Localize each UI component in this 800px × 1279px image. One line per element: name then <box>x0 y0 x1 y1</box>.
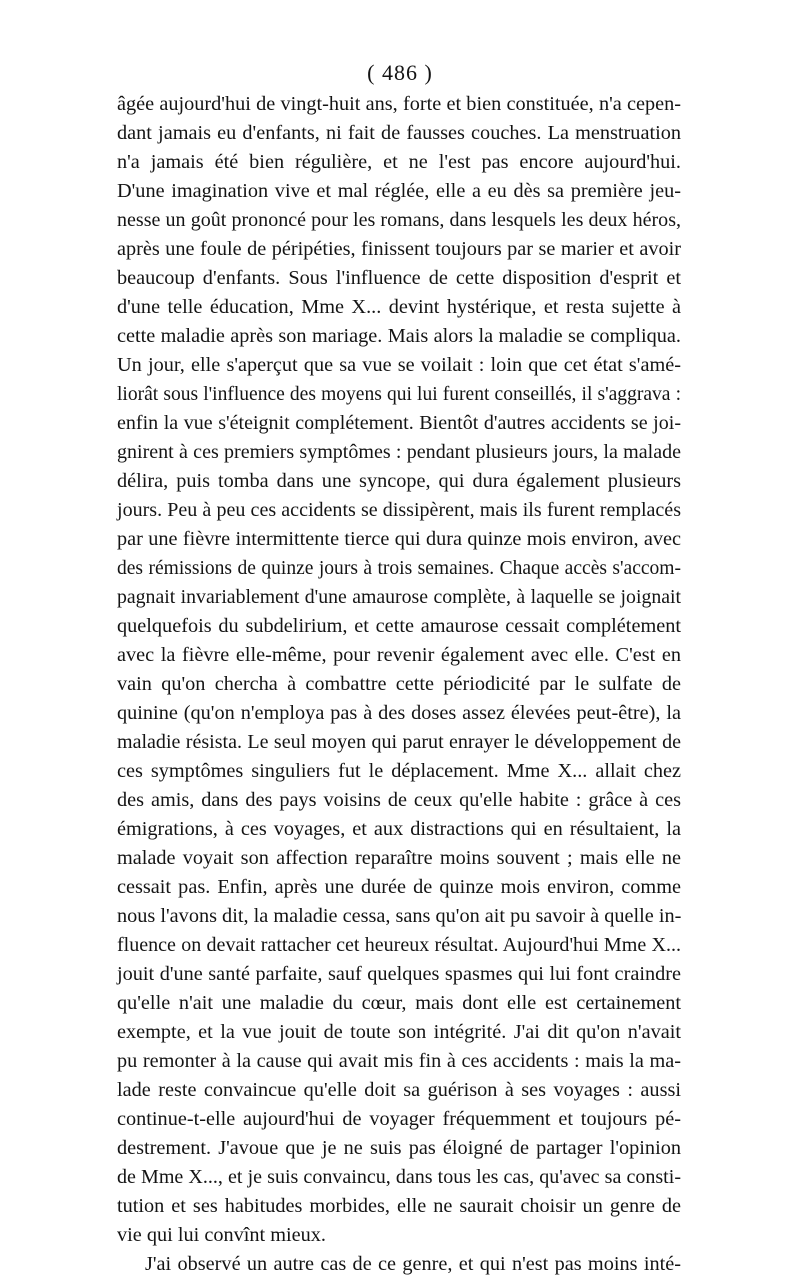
text-line: tution et ses habitudes morbides, elle ne saurait choisir un genre de <box>117 1195 681 1217</box>
text-line: délira, puis tomba dans une syncope, qui dura également plusieurs <box>117 470 681 492</box>
text-line: pagnait invariablement d'une amaurose complète, à laquelle se joignait <box>117 586 681 608</box>
text-line: maladie résista. Le seul moyen qui parut enrayer le développement de <box>117 731 681 753</box>
text-line: enfin la vue s'éteignit complétement. Bientôt d'autres accidents se joi- <box>117 412 681 434</box>
text-line: cessait pas. Enfin, après une durée de quinze mois environ, comme <box>117 876 681 898</box>
text-line: fluence on devait rattacher cet heureux résultat. Aujourd'hui Mme X... <box>117 934 681 956</box>
text-line: d'une telle éducation, Mme X... devint hystérique, et resta sujette à <box>117 296 681 318</box>
text-line: des rémissions de quinze jours à trois semaines. Chaque accès s'accom- <box>117 558 681 579</box>
text-line: jouit d'une santé parfaite, sauf quelques spasmes qui lui font craindre <box>117 963 681 985</box>
text-line: cette maladie après son mariage. Mais alors la maladie se compliqua. <box>117 325 681 347</box>
text-line: dant jamais eu d'enfants, ni fait de fausses couches. La menstruation <box>117 122 681 144</box>
text-line: vain qu'on chercha à combattre cette périodicité par le sulfate de <box>117 673 681 695</box>
body-text <box>117 90 681 1279</box>
text-line: destrement. J'avoue que je ne suis pas éloigné de partager l'opinion <box>117 1137 681 1159</box>
text-line: pu remonter à la cause qui avait mis fin à ces accidents : mais la ma- <box>117 1050 681 1072</box>
text-line: n'a jamais été bien régulière, et ne l'est pas encore aujourd'hui. <box>117 151 681 173</box>
text-line: après une foule de péripéties, finissent toujours par se marier et avoir <box>117 238 681 260</box>
text-line: Un jour, elle s'aperçut que sa vue se voilait : loin que cet état s'amé- <box>117 354 681 376</box>
text-line: beaucoup d'enfants. Sous l'influence de cette disposition d'esprit et <box>117 267 681 289</box>
text-line: liorât sous l'influence des moyens qui lui furent conseillés, il s'aggrava : <box>117 384 681 405</box>
text-line: ces symptômes singuliers fut le déplacement. Mme X... allait chez <box>117 760 681 782</box>
text-line: qu'elle n'ait une maladie du cœur, mais dont elle est certainement <box>117 992 681 1014</box>
text-line: émigrations, à ces voyages, et aux distractions qui en résultaient, la <box>117 818 681 840</box>
text-line: des amis, dans des pays voisins de ceux qu'elle habite : grâce à ces <box>117 789 681 811</box>
paragraph-end-line: vie qui lui convînt mieux. <box>117 1224 326 1246</box>
text-line: avec la fièvre elle-même, pour revenir également avec elle. C'est en <box>117 644 681 666</box>
text-line: nesse un goût prononcé pour les romans, dans lesquels les deux héros, <box>117 209 681 231</box>
text-line: nous l'avons dit, la maladie cessa, sans qu'on ait pu savoir à quelle in- <box>117 905 682 927</box>
text-line: jours. Peu à peu ces accidents se dissipèrent, mais ils furent remplacés <box>117 499 681 521</box>
text-line: quelquefois du subdelirium, et cette amaurose cessait complétement <box>117 615 681 637</box>
text-line: J'ai observé un autre cas de ce genre, et qui n'est pas moins inté- <box>145 1253 681 1275</box>
text-line: continue-t-elle aujourd'hui de voyager fréquemment et toujours pé- <box>117 1108 681 1130</box>
text-line: D'une imagination vive et mal réglée, elle a eu dès sa première jeu- <box>117 180 681 202</box>
text-line: gnirent à ces premiers symptômes : pendant plusieurs jours, la malade <box>117 441 681 463</box>
page-number: ( 486 ) <box>367 60 433 85</box>
text-line: malade voyait son affection reparaître moins souvent ; mais elle ne <box>117 847 681 869</box>
text-line: âgée aujourd'hui de vingt-huit ans, forte et bien constituée, n'a cepen- <box>117 93 681 115</box>
text-line: quinine (qu'on n'employa pas à des doses assez élevées peut-être), la <box>117 702 681 724</box>
text-line: par une fièvre intermittente tierce qui dura quinze mois environ, avec <box>117 528 681 550</box>
text-line: de Mme X..., et je suis convaincu, dans tous les cas, qu'avec sa consti- <box>117 1166 681 1188</box>
text-line: lade reste convaincue qu'elle doit sa guérison à ses voyages : aussi <box>117 1079 681 1101</box>
text-line: exempte, et la vue jouit de toute son intégrité. J'ai dit qu'on n'avait <box>117 1021 681 1043</box>
